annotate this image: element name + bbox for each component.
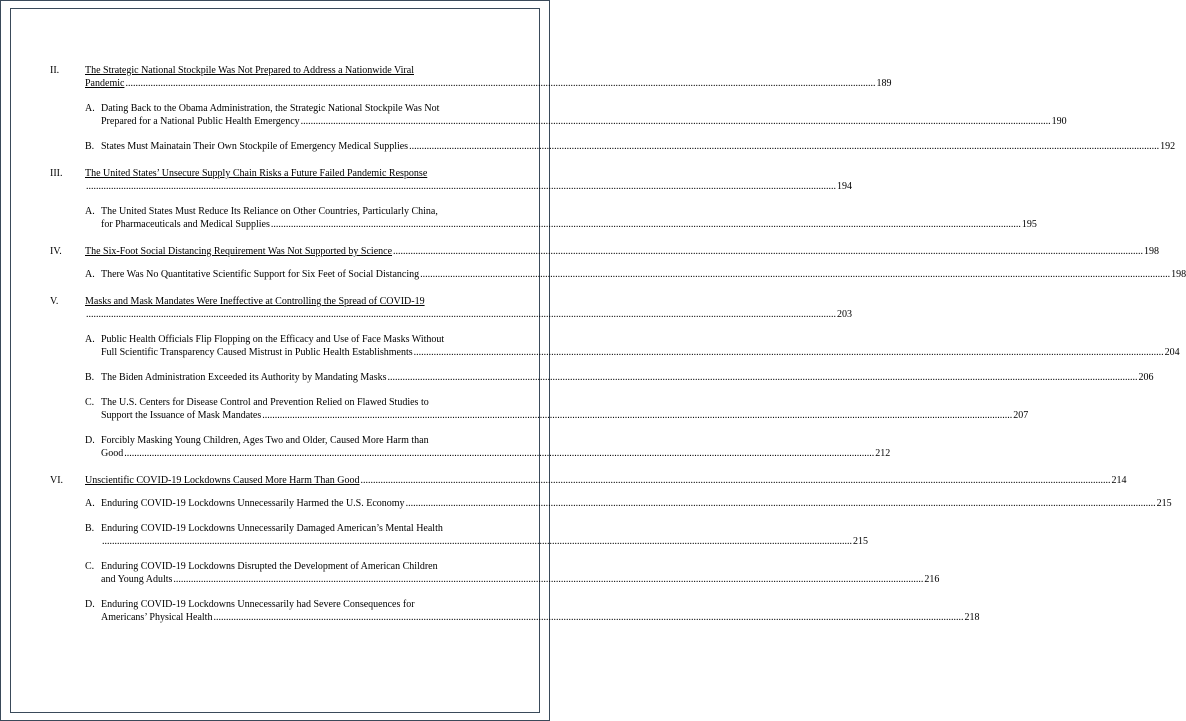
- entry-text-line: Unscientific COVID-19 Lockdowns Caused More Harm Than Good: [85, 475, 360, 486]
- subsection-list: [50, 205, 1037, 231]
- dot-leader: ............................................................................................................................................................................................................................................................................................................: [405, 498, 1156, 509]
- section-numeral: III.: [50, 168, 63, 179]
- subsection-title: [101, 371, 1154, 384]
- page-number: 189: [876, 78, 892, 89]
- leader-line: [101, 409, 1029, 422]
- entry-text-line: Dating Back to the Obama Administration, the Strategic National Stockpile Was Not: [101, 103, 440, 114]
- subsection-title: [101, 102, 1067, 128]
- page-number: 215: [1156, 498, 1172, 509]
- subsection-list: [50, 268, 1186, 281]
- subsection-entry[interactable]: [85, 522, 868, 548]
- page-number: 204: [1164, 347, 1180, 358]
- leader-line: [85, 474, 1127, 487]
- entry-text-line: The Six-Foot Social Distancing Requirement Was Not Supported by Science: [85, 246, 393, 257]
- page-number: 206: [1138, 372, 1154, 383]
- subsection-letter: A.: [85, 103, 95, 114]
- section-heading[interactable]: [85, 167, 852, 193]
- dot-leader: ............................................................................................................................................................................................................................................................................................................: [360, 475, 1111, 486]
- subsection-entry[interactable]: [85, 371, 1154, 384]
- entry-text-line: Pandemic: [85, 78, 125, 89]
- dot-leader: ............................................................................................................................................................................................................................................................................................................: [413, 347, 1164, 358]
- dot-leader: ............................................................................................................................................................................................................................................................................................................: [86, 309, 836, 320]
- subsection-title: [101, 497, 1172, 510]
- subsection-entry[interactable]: [85, 598, 980, 624]
- toc-section[interactable]: [50, 167, 1037, 231]
- dot-leader: ............................................................................................................................................................................................................................................................................................................: [125, 78, 876, 89]
- subsection-entry[interactable]: [85, 140, 1176, 153]
- dot-leader: ............................................................................................................................................................................................................................................................................................................: [173, 574, 924, 585]
- dot-leader: ............................................................................................................................................................................................................................................................................................................: [409, 141, 1160, 152]
- entry-text-line: Enduring COVID-19 Lockdowns Unnecessarily had Severe Consequences for: [101, 599, 415, 610]
- dot-leader: ............................................................................................................................................................................................................................................................................................................: [393, 246, 1144, 257]
- subsection-title: [101, 205, 1037, 231]
- entry-text-line: There Was No Quantitative Scientific Support for Six Feet of Social Distancing: [101, 269, 420, 280]
- subsection-title: [101, 140, 1176, 153]
- subsection-letter: D.: [85, 599, 95, 610]
- page-number: 198: [1144, 246, 1160, 257]
- subsection-entry[interactable]: [85, 434, 891, 460]
- table-of-contents: [50, 64, 1186, 624]
- dot-leader: ............................................................................................................................................................................................................................................................................................................: [270, 219, 1021, 230]
- page-number: 218: [964, 612, 980, 623]
- page-number: 198: [1171, 269, 1186, 280]
- subsection-letter: A.: [85, 206, 95, 217]
- dot-leader: ............................................................................................................................................................................................................................................................................................................: [102, 536, 852, 547]
- leader-line: [101, 218, 1037, 231]
- subsection-letter: B.: [85, 141, 95, 152]
- toc-section[interactable]: [50, 474, 1172, 624]
- subsection-letter: D.: [85, 435, 95, 446]
- toc-section[interactable]: [50, 245, 1186, 281]
- leader-line: [101, 268, 1186, 281]
- entry-text-line: and Young Adults: [101, 574, 173, 585]
- leader-line: [101, 346, 1180, 359]
- subsection-entry[interactable]: [85, 396, 1029, 422]
- entry-text-line: The Strategic National Stockpile Was Not Prepared to Address a Nationwide Viral: [85, 65, 414, 76]
- dot-leader: ............................................................................................................................................................................................................................................................................................................: [300, 116, 1051, 127]
- subsection-title: [101, 434, 891, 460]
- leader-line: [101, 573, 940, 586]
- subsection-entry[interactable]: [85, 102, 1067, 128]
- subsection-letter: A.: [85, 269, 95, 280]
- entry-text-line: Support the Issuance of Mask Mandates: [101, 410, 262, 421]
- subsection-list: [50, 497, 1172, 624]
- leader-line: [85, 308, 852, 321]
- entry-text-line: Prepared for a National Public Health Emergency: [101, 116, 300, 127]
- subsection-title: [101, 333, 1180, 359]
- entry-text-line: Full Scientific Transparency Caused Mistrust in Public Health Establishments: [101, 347, 413, 358]
- leader-line: [85, 180, 852, 193]
- subsection-letter: B.: [85, 523, 95, 534]
- entry-text-line: Enduring COVID-19 Lockdowns Disrupted the Development of American Children: [101, 561, 438, 572]
- entry-text-line: Enduring COVID-19 Lockdowns Unnecessarily Damaged American’s Mental Health: [101, 523, 443, 534]
- section-numeral: V.: [50, 296, 59, 307]
- leader-line: [101, 115, 1067, 128]
- subsection-letter: C.: [85, 397, 95, 408]
- dot-leader: ............................................................................................................................................................................................................................................................................................................: [213, 612, 964, 623]
- toc-section[interactable]: [50, 64, 1176, 153]
- entry-text-line: States Must Mainatain Their Own Stockpile of Emergency Medical Supplies: [101, 141, 409, 152]
- page-number: 207: [1013, 410, 1029, 421]
- entry-text-line: for Pharmaceuticals and Medical Supplies: [101, 219, 270, 230]
- subsection-list: [50, 102, 1176, 153]
- leader-line: [101, 611, 980, 624]
- entry-text-line: Forcibly Masking Young Children, Ages Two and Older, Caused More Harm than: [101, 435, 429, 446]
- subsection-letter: B.: [85, 372, 95, 383]
- section-heading[interactable]: [85, 474, 1127, 487]
- entry-text-line: Public Health Officials Flip Flopping on the Efficacy and Use of Face Masks Without: [101, 334, 445, 345]
- subsection-entry[interactable]: [85, 560, 940, 586]
- subsection-entry[interactable]: [85, 333, 1180, 359]
- section-heading[interactable]: [85, 245, 1160, 258]
- subsection-letter: A.: [85, 334, 95, 345]
- subsection-title: [101, 268, 1186, 281]
- page-number: 216: [924, 574, 940, 585]
- entry-text-line: The Biden Administration Exceeded its Authority by Mandating Masks: [101, 372, 387, 383]
- subsection-entry[interactable]: [85, 268, 1186, 281]
- subsection-entry[interactable]: [85, 497, 1172, 510]
- page-number: 214: [1111, 475, 1127, 486]
- subsection-list: [50, 333, 1180, 460]
- page-number: 195: [1021, 219, 1037, 230]
- subsection-letter: A.: [85, 498, 95, 509]
- subsection-title: [101, 598, 980, 624]
- section-heading[interactable]: [85, 295, 852, 321]
- page-number: 192: [1160, 141, 1176, 152]
- entry-text-line: The United States’ Unsecure Supply Chain Risks a Future Failed Pandemic Response: [85, 168, 428, 179]
- section-numeral: VI.: [50, 475, 64, 486]
- section-heading[interactable]: [85, 64, 892, 90]
- section-numeral: II.: [50, 65, 60, 76]
- entry-text-line: Masks and Mask Mandates Were Ineffective at Controlling the Spread of COVID-19: [85, 296, 425, 307]
- leader-line: [101, 535, 868, 548]
- leader-line: [85, 77, 892, 90]
- leader-line: [101, 447, 891, 460]
- page-number: 212: [875, 448, 891, 459]
- subsection-letter: C.: [85, 561, 95, 572]
- entry-text-line: Enduring COVID-19 Lockdowns Unnecessarily Harmed the U.S. Economy: [101, 498, 405, 509]
- page-number: 215: [853, 536, 868, 547]
- entry-text-line: The United States Must Reduce Its Reliance on Other Countries, Particularly China,: [101, 206, 438, 217]
- toc-section[interactable]: [50, 295, 1180, 460]
- leader-line: [101, 371, 1154, 384]
- section-numeral: IV.: [50, 246, 62, 257]
- leader-line: [85, 245, 1160, 258]
- leader-line: [101, 497, 1172, 510]
- page-number: 203: [837, 309, 852, 320]
- subsection-title: [101, 522, 868, 548]
- dot-leader: ............................................................................................................................................................................................................................................................................................................: [86, 181, 836, 192]
- subsection-entry[interactable]: [85, 205, 1037, 231]
- entry-text-line: Good: [101, 448, 124, 459]
- dot-leader: ............................................................................................................................................................................................................................................................................................................: [262, 410, 1013, 421]
- entry-text-line: Americans’ Physical Health: [101, 612, 213, 623]
- dot-leader: ............................................................................................................................................................................................................................................................................................................: [124, 448, 875, 459]
- page-number: 190: [1051, 116, 1067, 127]
- dot-leader: ............................................................................................................................................................................................................................................................................................................: [420, 269, 1171, 280]
- entry-text-line: The U.S. Centers for Disease Control and Prevention Relied on Flawed Studies to: [101, 397, 429, 408]
- page-number: 194: [837, 181, 852, 192]
- subsection-title: [101, 396, 1029, 422]
- leader-line: [101, 140, 1176, 153]
- dot-leader: ............................................................................................................................................................................................................................................................................................................: [387, 372, 1138, 383]
- subsection-title: [101, 560, 940, 586]
